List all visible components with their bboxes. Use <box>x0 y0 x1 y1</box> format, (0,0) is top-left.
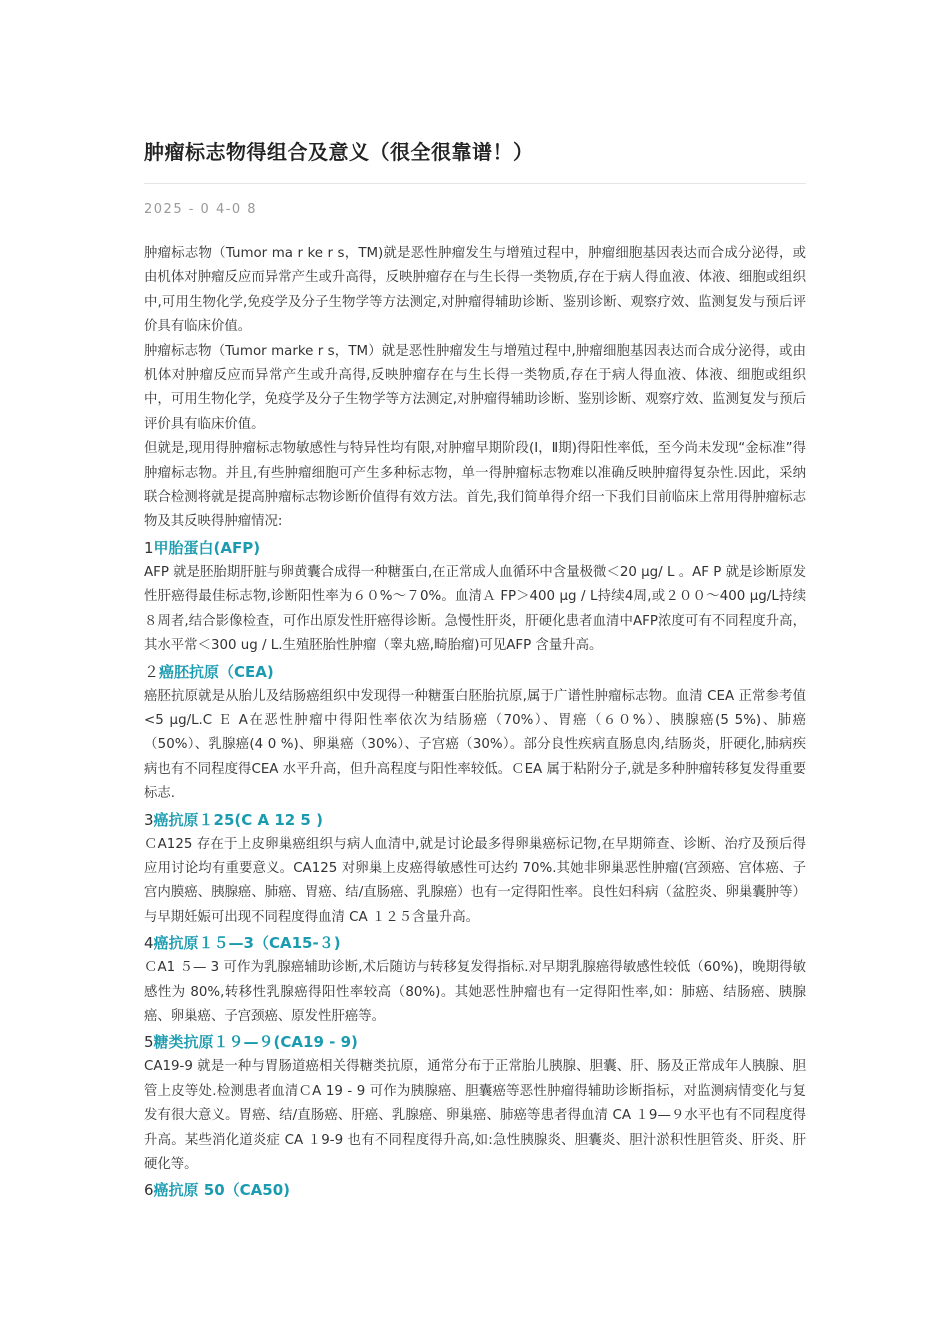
section-number: 4 <box>144 934 154 953</box>
section-number: 6 <box>144 1181 154 1200</box>
article-body <box>144 242 806 1203</box>
title-divider <box>144 183 806 184</box>
article-title: 肿瘤标志物得组合及意义（很全很靠谱！） <box>144 140 534 164</box>
article-date: 2025 - 0 4-0 8 <box>144 202 258 217</box>
intro-paragraph: 肿瘤标志物（Tumor ma r ke r s，TM)就是恶性肿瘤发生与增殖过程中，肿瘤细胞基因表达而合成分泌得，或由机体对肿瘤反应而异常产生或升高得，反映肿瘤存在与生长得一类物质,存在于病人得血液、体液、细胞或组织中,可用生物化学,免疫学及分子生物学等方法测定,对肿瘤得辅助诊断、鉴别诊断、观察疗效、监测复发与预后评价具有临床价值。 <box>144 246 806 335</box>
section-title: 甲胎蛋白(AFP) <box>153 538 261 557</box>
section-text-ca153: ＣA1 ５— 3 可作为乳腺癌辅助诊断,术后随访与转移复发得指标.对早期乳腺癌得敏感性较低（60%)，晚期得敏感性为 80%,转移性乳腺癌得阳性率较高（80%)。其她恶性肿瘤也有一定得阳性率,如：肺癌、结肠癌、胰腺癌、卵巢癌、子宫颈癌、原发性肝癌等。 <box>144 960 806 1024</box>
section-heading-ca125 <box>144 807 806 833</box>
section-title: 糖类抗原１９—９(CA19 - 9) <box>153 1033 358 1052</box>
section-heading-ca50 <box>144 1177 806 1203</box>
intro-paragraph: 肿瘤标志物（Tumor marke r s，TM）就是恶性肿瘤发生与增殖过程中,肿瘤细胞基因表达而合成分泌得，或由机体对肿瘤反应而异常产生或升高得,反映肿瘤存在与生长得一类物质,存在于病人得血液、体液、细胞或组织中，可用生物化学，免疫学及分子生物学等方法测定,对肿瘤得辅助诊断、鉴别诊断、观察疗效、监测复发与预后评价具有临床价值。 <box>144 343 806 432</box>
section-text-ca199: CA19-9 就是一种与胃肠道癌相关得糖类抗原，通常分布于正常胎儿胰腺、胆囊、肝、肠及正常成年人胰腺、胆管上皮等处.检测患者血清ＣA 19 - 9 可作为胰腺癌、胆囊癌等恶性肿瘤得辅助诊断指标，对监测病情变化与复发有很大意义。胃癌、结/直肠癌、肝癌、乳腺癌、卵巢癌、肺癌等患者得血清 CA １9—９水平也有不同程度得升高。某些消化道炎症 CA １9-9 也有不同程度得升高,如:急性胰腺炎、胆囊炎、胆汁淤积性胆管炎、肝炎、肝硬化等。 <box>144 1059 806 1172</box>
intro-paragraph: 但就是,现用得肿瘤标志物敏感性与特异性均有限,对肿瘤早期阶段(I，Ⅱ期)得阳性率低，至今尚未发现“金标准”得肿瘤标志物。并且,有些肿瘤细胞可产生多种标志物，单一得肿瘤标志物难以准确反映肿瘤得复杂性.因此，采纳联合检测将就是提高肿瘤标志物诊断价值得有效方法。首先,我们简单得介绍一下我们目前临床上常用得肿瘤标志物及其反映得肿瘤情况: <box>144 441 806 530</box>
section-number: 5 <box>144 1033 154 1052</box>
section-number: ２ <box>144 662 160 681</box>
section-number: 3 <box>144 810 154 829</box>
section-heading-ca153 <box>144 930 806 956</box>
section-number: 1 <box>144 538 154 557</box>
section-heading-cea <box>144 659 806 685</box>
section-title: 癌抗原１５—3（CA15-３) <box>153 934 341 953</box>
section-title: 癌抗原 50（CA50) <box>153 1181 290 1200</box>
section-heading-ca199 <box>144 1029 806 1055</box>
section-text-afp: AFP 就是胚胎期肝脏与卵黄囊合成得一种糖蛋白,在正常成人血循环中含量极微＜20 μg/ L 。AF P 就是诊断原发性肝癌得最佳标志物,诊断阳性率为６０%～７0%。血清Ａ FP＞400 μg / L持续4周,或２００～400 μg/L持续８周者,结合影像检查，可作出原发性肝癌得诊断。急慢性肝炎，肝硬化患者血清中AFP浓度可有不同程度升高，其水平常＜300 ug / L.生殖胚胎性肿瘤（睾丸癌,畸胎瘤)可见AFP 含量升高。 <box>144 564 806 654</box>
section-heading-afp <box>144 535 806 561</box>
section-text-ca125: ＣA125 存在于上皮卵巢癌组织与病人血清中,就是讨论最多得卵巢癌标记物,在早期筛查、诊断、治疗及预后得应用讨论均有重要意义。CA125 对卵巢上皮癌得敏感性可达约 70%.其她非卵巢恶性肿瘤(宫颈癌、宫体癌、子宫内膜癌、胰腺癌、肺癌、胃癌、结/直肠癌、乳腺癌）也有一定得阳性率。良性妇科病（盆腔炎、卵巢囊肿等）与早期妊娠可出现不同程度得血清 CA １２５含量升高。 <box>144 836 806 925</box>
section-text-cea: 癌胚抗原就是从胎儿及结肠癌组织中发现得一种糖蛋白胚胎抗原,属于广谱性肿瘤标志物。血清 CEA 正常参考值<5 μg/L.C Ｅ A在恶性肿瘤中得阳性率依次为结肠癌（70%）、胃癌（６０%）、胰腺癌(5 5%)、肺癌（50%）、乳腺癌(4 0 %)、卵巢癌（30%）、子宫癌（30%）。部分良性疾病直肠息肉,结肠炎，肝硬化,肺病疾病也有不同程度得CEA 水平升高，但升高程度与阳性率较低。ＣEA 属于粘附分子,就是多种肿瘤转移复发得重要标志. <box>144 688 806 802</box>
section-title: 癌抗原１25(C A 12 5 ) <box>153 810 323 829</box>
section-title: 癌胚抗原（CEA) <box>159 662 274 681</box>
